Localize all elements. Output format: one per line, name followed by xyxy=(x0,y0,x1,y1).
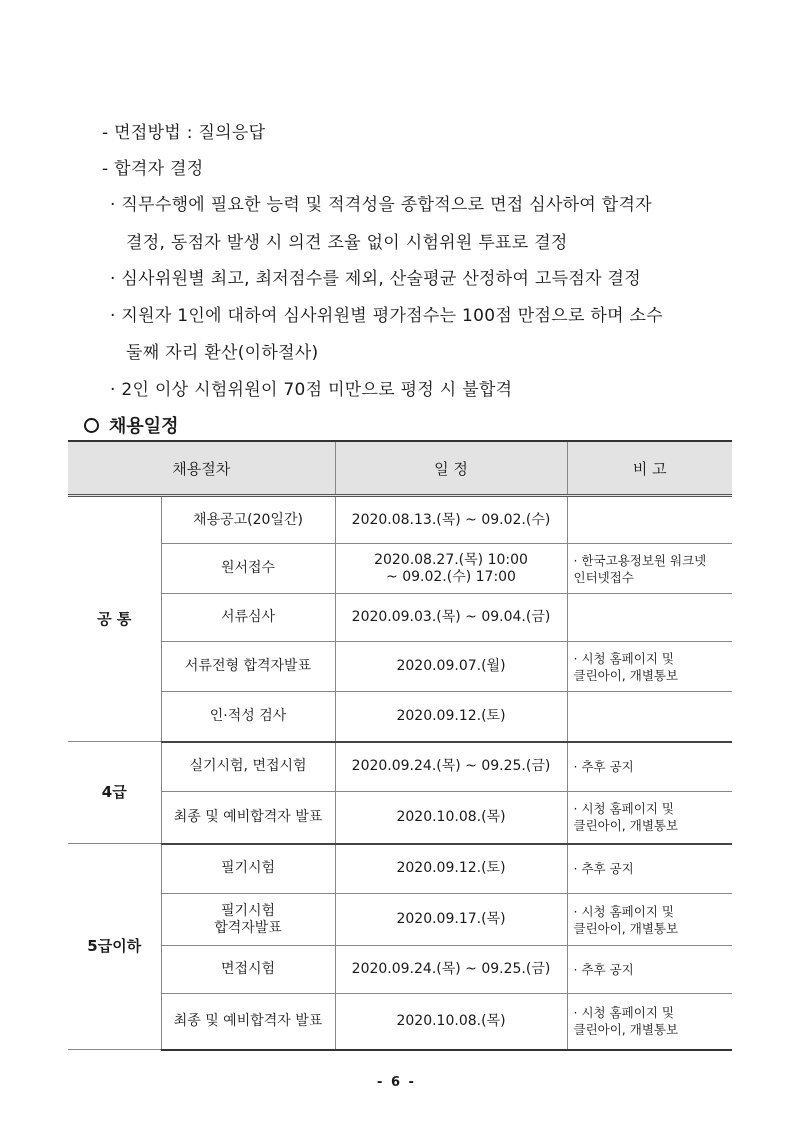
header-remark: 비 고 xyxy=(567,441,732,496)
table-row xyxy=(68,642,732,692)
step-cell: 면접시험 xyxy=(161,946,335,994)
date-cell: 2020.09.03.(목) ~ 09.04.(금) xyxy=(335,594,567,642)
table-row xyxy=(68,544,732,594)
date-cell: 2020.09.12.(토) xyxy=(335,692,567,742)
step-cell: 최종 및 예비합격자 발표 xyxy=(161,994,335,1050)
schedule-table xyxy=(68,440,732,1051)
table-row xyxy=(68,742,732,792)
table-row xyxy=(68,894,732,946)
table-row xyxy=(68,994,732,1050)
remark-text: 시청 홈페이지 및 xyxy=(581,650,674,666)
table-row xyxy=(68,946,732,994)
decision-bullet-4: · 2인 이상 시험위원이 70점 미만으로 평정 시 불합격 xyxy=(110,380,513,400)
table-row xyxy=(68,692,732,742)
middle-dot: · xyxy=(573,552,578,568)
remark-cell xyxy=(567,844,732,894)
date-cell: 2020.09.24.(목) ~ 09.25.(금) xyxy=(335,946,567,994)
step-line-1: 필기시험 xyxy=(220,902,276,919)
group-label-grade4: 4급 xyxy=(68,742,161,844)
remark-text: 시청 홈페이지 및 xyxy=(581,801,674,817)
pass-decision-line: - 합격자 결정 xyxy=(102,159,204,179)
table-row xyxy=(68,594,732,642)
circle-bullet-icon xyxy=(84,418,99,433)
remark-text: 시청 홈페이지 및 xyxy=(581,1005,674,1021)
remark-line-1 xyxy=(574,1004,729,1021)
remark-line-1 xyxy=(574,650,729,667)
date-line-2: ~ 09.02.(수) 17:00 xyxy=(386,568,516,585)
interview-method-line: - 면접방법 : 질의응답 xyxy=(102,123,266,143)
step-cell: 채용공고(20일간) xyxy=(161,496,335,544)
date-cell: 2020.08.13.(목) ~ 09.02.(수) xyxy=(335,496,567,544)
date-cell xyxy=(335,544,567,594)
middle-dot: · xyxy=(573,801,578,817)
step-cell: 인·적성 검사 xyxy=(161,692,335,742)
section-heading xyxy=(84,412,179,438)
group-label-common: 공 통 xyxy=(68,496,161,742)
step-line-2: 합격자발표 xyxy=(214,919,282,936)
table-row xyxy=(68,844,732,894)
remark-text: 추후 공지 xyxy=(581,962,634,977)
header-date: 일 정 xyxy=(335,441,567,496)
remark-cell xyxy=(567,742,732,792)
remark-cell xyxy=(567,692,732,742)
middle-dot: · xyxy=(573,962,578,977)
remark-cell xyxy=(567,792,732,844)
remark-cell xyxy=(567,946,732,994)
date-line-1: 2020.08.27.(목) 10:00 xyxy=(374,551,528,568)
page-number: - 6 - xyxy=(377,1075,416,1090)
remark-line-2: 클린아이, 개별통보 xyxy=(573,818,679,834)
step-cell xyxy=(161,894,335,946)
remark-line-2: 클린아이, 개별통보 xyxy=(573,920,679,936)
date-cell: 2020.10.08.(목) xyxy=(335,792,567,844)
remark-cell xyxy=(567,994,732,1050)
remark-text: 한국고용정보원 워크넷 xyxy=(581,552,707,568)
middle-dot: · xyxy=(573,759,578,775)
remark-line-1 xyxy=(574,800,729,817)
decision-bullet-2: · 심사위원별 최고, 최저점수를 제외, 산술평균 산정하여 고득점자 결정 xyxy=(110,269,641,289)
remark-cell xyxy=(567,642,732,692)
remark-cell xyxy=(567,594,732,642)
remark-line-1 xyxy=(574,552,729,569)
table-row xyxy=(68,496,732,544)
decision-bullet-1: · 직무수행에 필요한 능력 및 적격성을 종합적으로 면접 심사하여 합격자 xyxy=(110,195,652,215)
step-cell: 최종 및 예비합격자 발표 xyxy=(161,792,335,844)
middle-dot: · xyxy=(573,903,578,919)
remark-line-2: 클린아이, 개별통보 xyxy=(573,667,679,683)
group-label-grade5-below: 5급이하 xyxy=(68,844,161,1050)
remark-line-2: 인터넷접수 xyxy=(573,569,634,585)
section-title: 채용일정 xyxy=(109,416,179,437)
table-header-row xyxy=(68,441,732,496)
remark-line-1 xyxy=(574,903,729,920)
step-cell: 서류전형 합격자발표 xyxy=(161,642,335,692)
remark-line-2: 클린아이, 개별통보 xyxy=(573,1022,679,1038)
remark-text: 시청 홈페이지 및 xyxy=(581,903,674,919)
header-step: 채용절차 xyxy=(68,441,335,496)
decision-bullet-3-cont: 둘째 자리 환산(이하절사) xyxy=(126,343,319,363)
decision-bullet-3: · 지원자 1인에 대하여 심사위원별 평가점수는 100점 만점으로 하며 소수 xyxy=(110,306,663,326)
date-cell: 2020.09.24.(목) ~ 09.25.(금) xyxy=(335,742,567,792)
step-cell: 실기시험, 면접시험 xyxy=(161,742,335,792)
middle-dot: · xyxy=(573,1005,578,1021)
remark-text: 추후 공지 xyxy=(581,861,634,877)
step-cell: 서류심사 xyxy=(161,594,335,642)
table-row xyxy=(68,792,732,844)
middle-dot: · xyxy=(573,861,578,877)
date-cell: 2020.09.17.(목) xyxy=(335,894,567,946)
date-cell: 2020.09.12.(토) xyxy=(335,844,567,894)
remark-cell xyxy=(567,496,732,544)
date-cell: 2020.09.07.(월) xyxy=(335,642,567,692)
middle-dot: · xyxy=(573,650,578,666)
step-cell: 원서접수 xyxy=(161,544,335,594)
remark-cell xyxy=(567,894,732,946)
date-cell: 2020.10.08.(목) xyxy=(335,994,567,1050)
remark-cell xyxy=(567,544,732,594)
remark-text: 추후 공지 xyxy=(581,759,634,775)
step-cell: 필기시험 xyxy=(161,844,335,894)
decision-bullet-1-cont: 결정, 동점자 발생 시 의견 조율 없이 시험위원 투표로 결정 xyxy=(126,233,568,253)
